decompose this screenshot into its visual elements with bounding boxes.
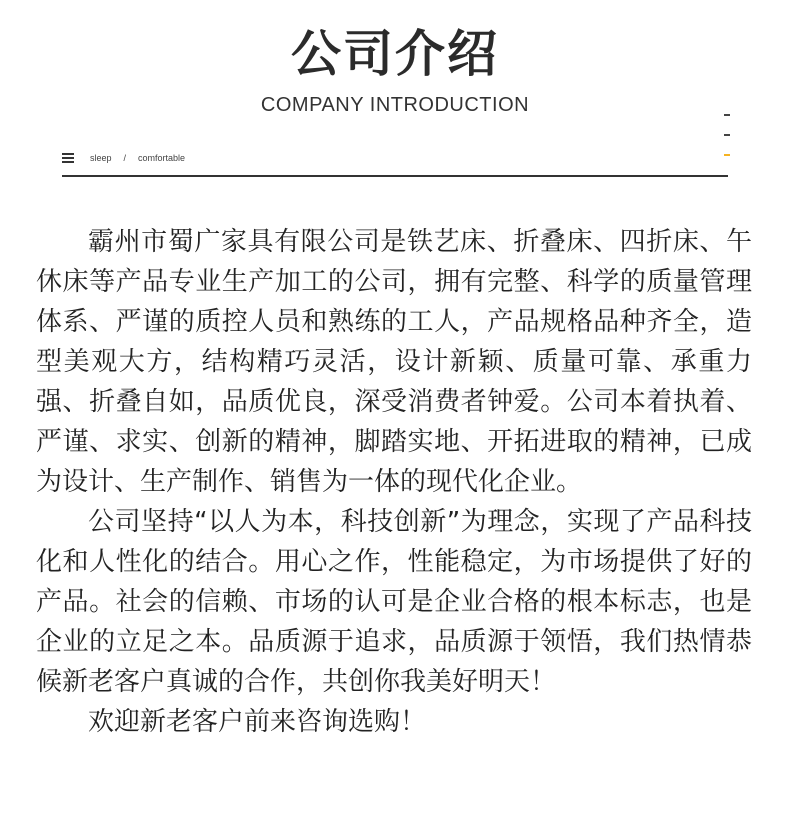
intro-paragraph-3: 欢迎新老客户前来咨询选购！ [88,707,427,737]
intro-paragraph-2: 公司坚持“以人为本，科技创新”为理念，实现了产品科技化和人性化的结合。用心之作，性能稳定，为市场提供了好的产品。社会的信赖、市场的认可是企业合格的根本标志，也是企业的立足之本。品质源于追求，品质源于领悟，我们热情恭候新老客户真诚的合作，共创你我美好明天！ [36,507,752,697]
page-subtitle: COMPANY INTRODUCTION [260,94,530,116]
breadcrumb [62,150,185,166]
breadcrumb-item-comfortable[interactable]: comfortable [138,153,186,163]
page-title: 公司介绍 [291,25,499,83]
header-divider [62,175,728,177]
intro-paragraph-1: 霸州市蜀广家具有限公司是铁艺床、折叠床、四折床、午休床等产品专业生产加工的公司，拥有完整、科学的质量管理体系、严谨的质控人员和熟练的工人，产品规格品种齐全，造型美观大方，结构精巧灵活，设计新颖、质量可靠、承重力强、折叠自如，品质优良，深受消费者钟爱。公司本着执着、严谨、求实、创新的精神，脚踏实地、开拓进取的精神，已成为设计、生产制作、销售为一体的现代化企业。 [36,227,752,497]
breadcrumb-item-sleep[interactable]: sleep [90,153,112,163]
tick-mark [724,134,730,136]
decorative-ticks [724,114,734,164]
intro-text [36,222,752,742]
menu-icon[interactable] [62,153,74,163]
tick-mark-accent [724,154,730,156]
tick-mark [724,114,730,116]
breadcrumb-separator: / [123,153,127,163]
